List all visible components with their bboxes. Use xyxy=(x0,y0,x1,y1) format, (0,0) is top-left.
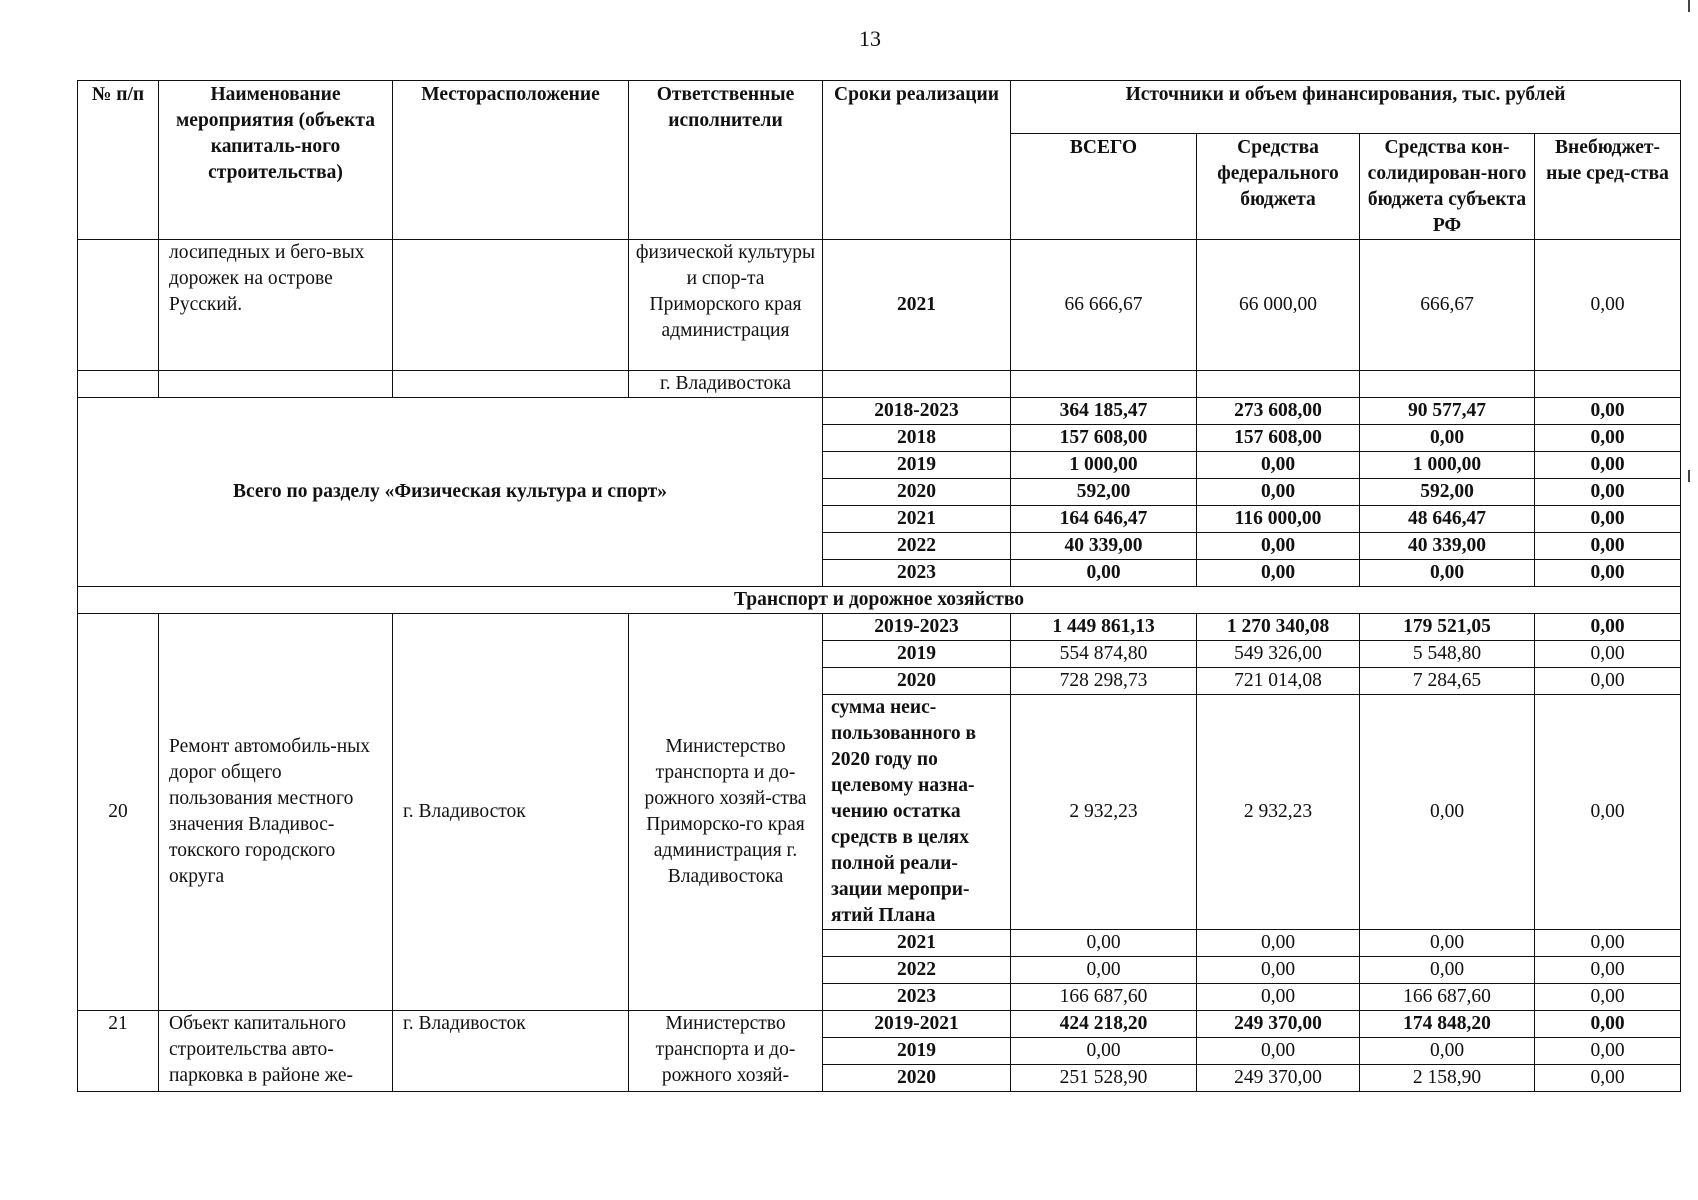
cell-year: 2021 xyxy=(823,930,1011,957)
cell-year: 2023 xyxy=(823,984,1011,1011)
cell-year: 2019 xyxy=(823,452,1011,479)
cell-reg: 0,00 xyxy=(1360,560,1535,587)
cell-year: 2022 xyxy=(823,533,1011,560)
header-total: ВСЕГО xyxy=(1011,134,1197,240)
header-location: Месторасположение xyxy=(393,81,629,240)
cell-total: 40 339,00 xyxy=(1011,533,1197,560)
cell-fed: 0,00 xyxy=(1197,479,1360,506)
cell-year: 2019 xyxy=(823,1038,1011,1065)
cell-ext: 0,00 xyxy=(1535,984,1681,1011)
cell-total: 0,00 xyxy=(1011,957,1197,984)
cell-fed: 549 326,00 xyxy=(1197,641,1360,668)
cell-fed xyxy=(1197,371,1360,398)
cell-ext: 0,00 xyxy=(1535,533,1681,560)
item-name: Ремонт автомобиль-ных дорог общего пользования местного значения Владивос-токского городского округа xyxy=(159,614,393,1011)
cell-reg: 2 158,90 xyxy=(1360,1065,1535,1092)
cell-exec: физической культуры и спор-та Приморского края администрация xyxy=(629,240,823,371)
cell-total: 728 298,73 xyxy=(1011,668,1197,695)
cell-reg: 0,00 xyxy=(1360,957,1535,984)
cell-name xyxy=(159,371,393,398)
cell-year: 2018 xyxy=(823,425,1011,452)
header-regional: Средства кон-солидирован-ного бюджета субъекта РФ xyxy=(1360,134,1535,240)
cell-fed: 116 000,00 xyxy=(1197,506,1360,533)
item-executors: Министерство транспорта и до-рожного хозяй- xyxy=(629,1011,823,1092)
scan-mark-right xyxy=(1688,470,1690,482)
item-number: 21 xyxy=(78,1011,159,1092)
cell-fed: 1 270 340,08 xyxy=(1197,614,1360,641)
header-extra: Внебюджет-ные сред-ства xyxy=(1535,134,1681,240)
cell-ext: 0,00 xyxy=(1535,240,1681,371)
cell-fed: 249 370,00 xyxy=(1197,1065,1360,1092)
header-federal: Средства федерального бюджета xyxy=(1197,134,1360,240)
cell-ext: 0,00 xyxy=(1535,1038,1681,1065)
cell-reg: 0,00 xyxy=(1360,425,1535,452)
cell-total: 0,00 xyxy=(1011,560,1197,587)
cell-fed: 157 608,00 xyxy=(1197,425,1360,452)
cell-ext: 0,00 xyxy=(1535,695,1681,930)
cell-reg: 174 848,20 xyxy=(1360,1011,1535,1038)
scan-mark-top-right xyxy=(1688,0,1690,12)
cell-total: 364 185,47 xyxy=(1011,398,1197,425)
item-number: 20 xyxy=(78,614,159,1011)
page-number: 13 xyxy=(859,26,881,51)
cell-year: 2019-2021 xyxy=(823,1011,1011,1038)
cell-fed: 0,00 xyxy=(1197,452,1360,479)
sport-total-label: Всего по разделу «Физическая культура и спорт» xyxy=(78,398,823,587)
cell-fed: 0,00 xyxy=(1197,533,1360,560)
cell-fed: 0,00 xyxy=(1197,1038,1360,1065)
cell-year: 2020 xyxy=(823,668,1011,695)
table-row xyxy=(78,1011,1681,1038)
cell-total: 157 608,00 xyxy=(1011,425,1197,452)
table-row xyxy=(78,240,1681,371)
header-name: Наименование мероприятия (объекта капиталь-ного строительства) xyxy=(159,81,393,240)
cell-year: 2018-2023 xyxy=(823,398,1011,425)
cell-total: 66 666,67 xyxy=(1011,240,1197,371)
item-name: Объект капитального строительства авто-парковка в районе же- xyxy=(159,1011,393,1092)
cell-fed: 0,00 xyxy=(1197,984,1360,1011)
cell-reg xyxy=(1360,371,1535,398)
cell-reg: 7 284,65 xyxy=(1360,668,1535,695)
cell-total: 251 528,90 xyxy=(1011,1065,1197,1092)
cell-year: 2019 xyxy=(823,641,1011,668)
header-sources: Источники и объем финансирования, тыс. рублей xyxy=(1011,81,1681,134)
item-executors: Министерство транспорта и до-рожного хозяй-ства Приморско-го края администрация г. Владивостока xyxy=(629,614,823,1011)
cell-total: 166 687,60 xyxy=(1011,984,1197,1011)
cell-year: 2022 xyxy=(823,957,1011,984)
cell-year: 2020 xyxy=(823,479,1011,506)
cell-fed: 721 014,08 xyxy=(1197,668,1360,695)
cell-ext: 0,00 xyxy=(1535,1065,1681,1092)
cell-fed: 2 932,23 xyxy=(1197,695,1360,930)
header-row-1 xyxy=(78,81,1681,134)
cell-total: 0,00 xyxy=(1011,930,1197,957)
cell-fed: 66 000,00 xyxy=(1197,240,1360,371)
cell-reg: 666,67 xyxy=(1360,240,1535,371)
cell-fed: 249 370,00 xyxy=(1197,1011,1360,1038)
cell-reg: 48 646,47 xyxy=(1360,506,1535,533)
cell-reg: 40 339,00 xyxy=(1360,533,1535,560)
header-executors: Ответственные исполнители xyxy=(629,81,823,240)
cell-fed: 0,00 xyxy=(1197,930,1360,957)
cell-location xyxy=(393,240,629,371)
cell-year-note: сумма неис-пользованного в 2020 году по целевому назна-чению остатка средств в целях полной реали-зации меропри-ятий Плана xyxy=(823,695,1011,930)
table-row xyxy=(78,614,1681,641)
cell-total: 554 874,80 xyxy=(1011,641,1197,668)
cell-ext: 0,00 xyxy=(1535,560,1681,587)
cell-ext xyxy=(1535,371,1681,398)
cell-total: 1 449 861,13 xyxy=(1011,614,1197,641)
cell-num xyxy=(78,371,159,398)
item-location: г. Владивосток xyxy=(393,614,629,1011)
cell-reg: 166 687,60 xyxy=(1360,984,1535,1011)
cell-ext: 0,00 xyxy=(1535,957,1681,984)
cell-reg: 0,00 xyxy=(1360,1038,1535,1065)
cell-year: 2021 xyxy=(823,506,1011,533)
cell-ext: 0,00 xyxy=(1535,479,1681,506)
section-row xyxy=(78,587,1681,614)
cell-total: 0,00 xyxy=(1011,1038,1197,1065)
cell-reg: 1 000,00 xyxy=(1360,452,1535,479)
cell-ext: 0,00 xyxy=(1535,930,1681,957)
cell-name: лосипедных и бего-вых дорожек на острове Русский. xyxy=(159,240,393,371)
cell-total: 2 932,23 xyxy=(1011,695,1197,930)
cell-year: 2019-2023 xyxy=(823,614,1011,641)
cell-reg: 592,00 xyxy=(1360,479,1535,506)
cell-ext: 0,00 xyxy=(1535,425,1681,452)
cell-total xyxy=(1011,371,1197,398)
table-row xyxy=(78,398,1681,425)
cell-ext: 0,00 xyxy=(1535,668,1681,695)
cell-reg: 5 548,80 xyxy=(1360,641,1535,668)
cell-total: 592,00 xyxy=(1011,479,1197,506)
header-terms: Сроки реализации xyxy=(823,81,1011,240)
cell-ext: 0,00 xyxy=(1535,1011,1681,1038)
cell-year: 2020 xyxy=(823,1065,1011,1092)
cell-year: 2023 xyxy=(823,560,1011,587)
cell-reg: 0,00 xyxy=(1360,930,1535,957)
financing-table xyxy=(77,80,1681,1092)
cell-total: 1 000,00 xyxy=(1011,452,1197,479)
cell-location xyxy=(393,371,629,398)
cell-reg: 90 577,47 xyxy=(1360,398,1535,425)
header-num: № п/п xyxy=(78,81,159,240)
cell-year xyxy=(823,371,1011,398)
cell-total: 164 646,47 xyxy=(1011,506,1197,533)
cell-ext: 0,00 xyxy=(1535,452,1681,479)
cell-ext: 0,00 xyxy=(1535,614,1681,641)
table-row xyxy=(78,371,1681,398)
cell-fed: 273 608,00 xyxy=(1197,398,1360,425)
cell-ext: 0,00 xyxy=(1535,398,1681,425)
cell-ext: 0,00 xyxy=(1535,641,1681,668)
cell-total: 424 218,20 xyxy=(1011,1011,1197,1038)
item-location: г. Владивосток xyxy=(393,1011,629,1092)
cell-reg: 0,00 xyxy=(1360,695,1535,930)
cell-exec: г. Владивостока xyxy=(629,371,823,398)
cell-fed: 0,00 xyxy=(1197,957,1360,984)
cell-num xyxy=(78,240,159,371)
section-title: Транспорт и дорожное хозяйство xyxy=(78,587,1681,614)
cell-ext: 0,00 xyxy=(1535,506,1681,533)
cell-reg: 179 521,05 xyxy=(1360,614,1535,641)
cell-year: 2021 xyxy=(823,240,1011,371)
cell-fed: 0,00 xyxy=(1197,560,1360,587)
